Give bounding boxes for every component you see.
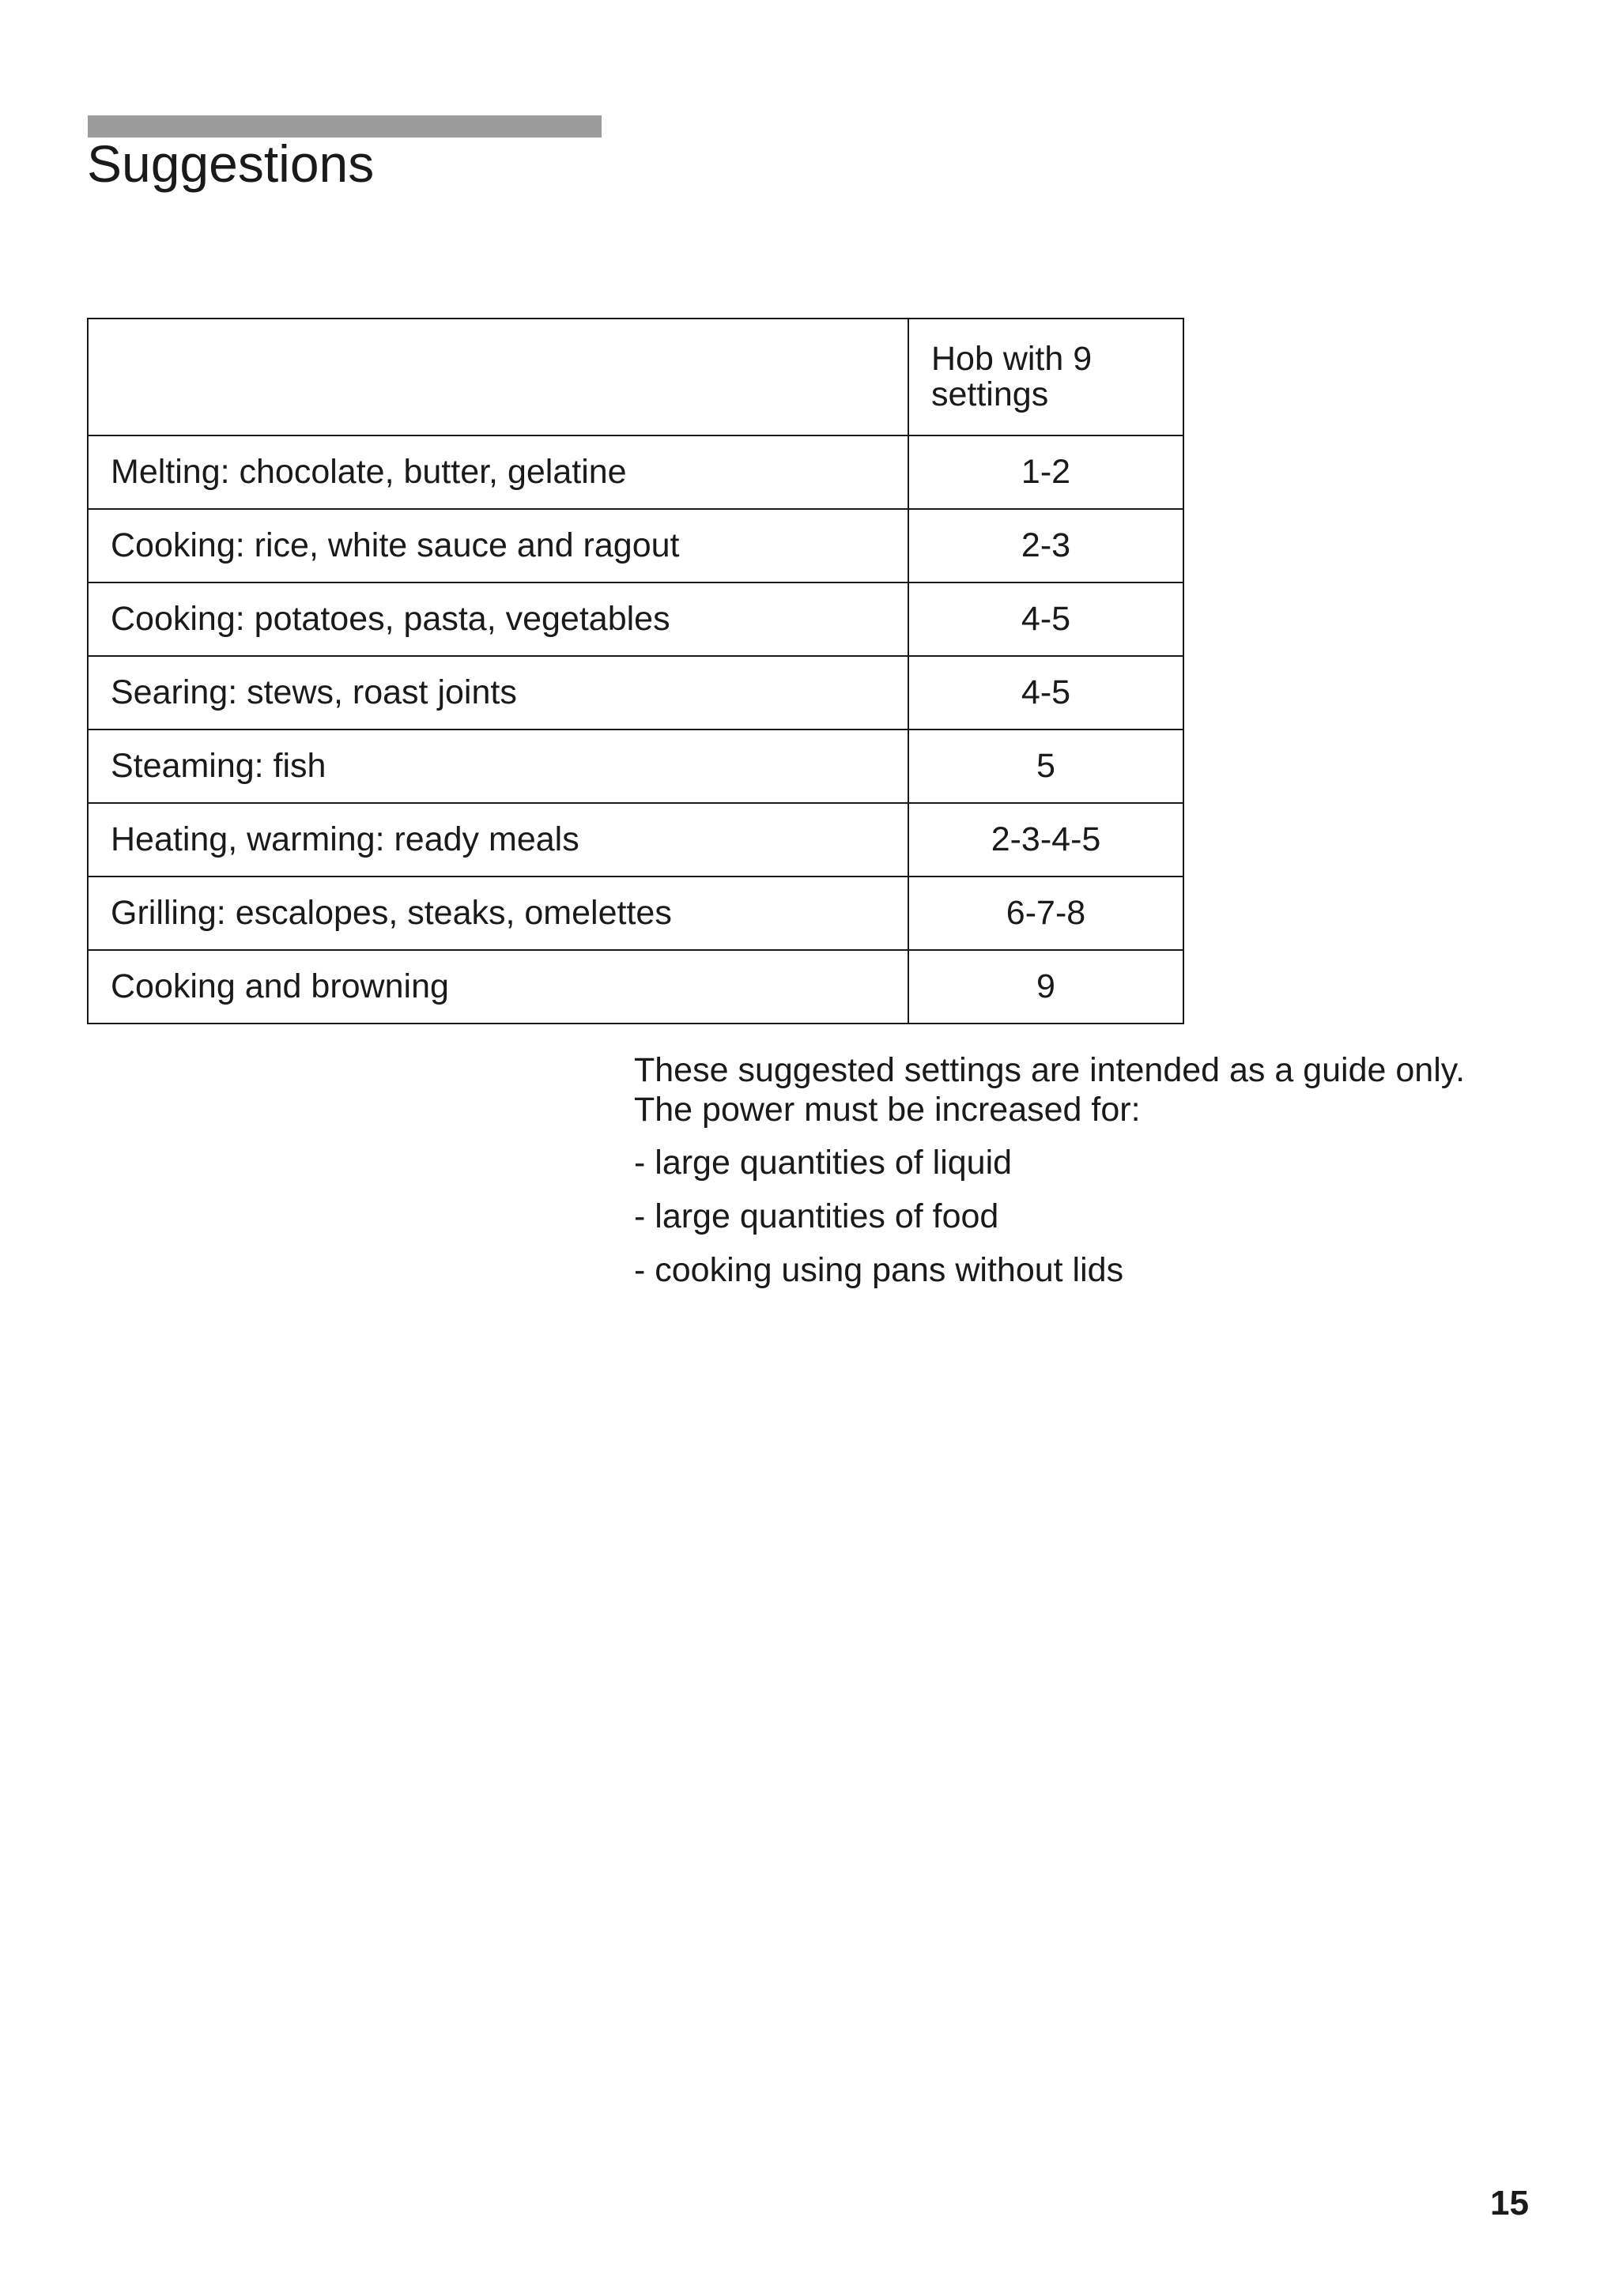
setting-cell: 4-5 — [908, 582, 1183, 656]
setting-cell: 4-5 — [908, 656, 1183, 730]
list-item: - cooking using pans without lids — [634, 1251, 1124, 1290]
notes-list — [634, 1145, 1583, 1288]
table-row — [88, 435, 1183, 509]
food-cell: Grilling: escalopes, steaks, omelettes — [88, 877, 908, 950]
table-header-row — [88, 319, 1183, 435]
header-food-cell — [88, 319, 908, 435]
settings-notes — [634, 1051, 1583, 1306]
table-row — [88, 582, 1183, 656]
setting-cell: 6-7-8 — [908, 877, 1183, 950]
table-row — [88, 730, 1183, 803]
table-row — [88, 950, 1183, 1024]
food-cell: Searing: stews, roast joints — [88, 656, 908, 730]
table-row — [88, 509, 1183, 582]
section-title: Suggestions — [87, 134, 375, 193]
page-number: 15 — [1490, 2184, 1529, 2222]
food-cell: Heating, warming: ready meals — [88, 803, 908, 877]
setting-cell: 2-3 — [908, 509, 1183, 582]
setting-cell: 1-2 — [908, 435, 1183, 509]
header-setting-label: Hob with 9 settings — [931, 339, 1093, 413]
notes-intro-line: The power must be increased for: — [634, 1090, 1141, 1129]
table-row — [88, 877, 1183, 950]
table-row — [88, 803, 1183, 877]
food-cell: Cooking and browning — [88, 950, 908, 1024]
food-cell: Melting: chocolate, butter, gelatine — [88, 435, 908, 509]
table-row — [88, 656, 1183, 730]
food-cell: Cooking: potatoes, pasta, vegetables — [88, 582, 908, 656]
food-cell: Cooking: rice, white sauce and ragout — [88, 509, 908, 582]
list-item: - large quantities of food — [634, 1197, 999, 1235]
cooking-settings-table — [87, 318, 1184, 1024]
notes-intro-line: These suggested settings are intended as a guide only. — [634, 1051, 1466, 1089]
setting-cell: 2-3-4-5 — [908, 803, 1183, 877]
setting-cell: 5 — [908, 730, 1183, 803]
list-item: - large quantities of liquid — [634, 1143, 1013, 1182]
food-cell: Steaming: fish — [88, 730, 908, 803]
setting-cell: 9 — [908, 950, 1183, 1024]
notes-intro — [634, 1051, 1583, 1130]
header-setting-cell — [908, 319, 1183, 435]
